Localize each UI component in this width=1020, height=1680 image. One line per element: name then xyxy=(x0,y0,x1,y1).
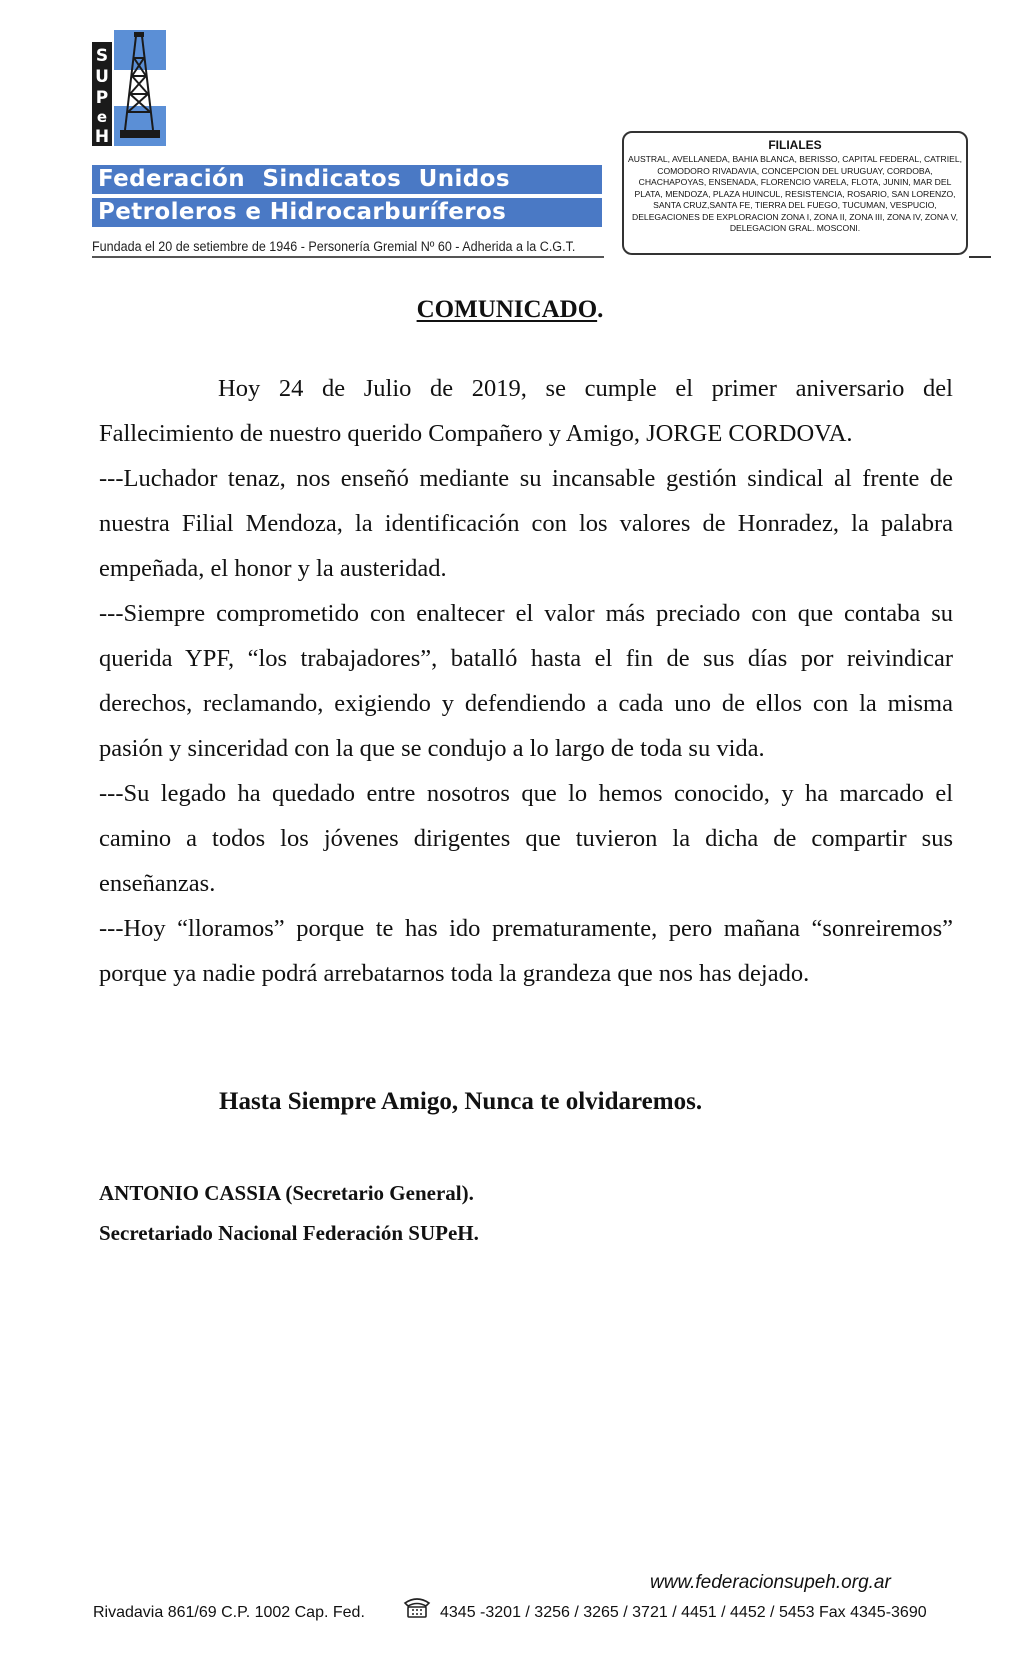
document-title-period: . xyxy=(597,296,604,323)
svg-text:S: S xyxy=(95,46,109,66)
filiales-title: FILIALES xyxy=(768,138,822,152)
filiales-box-rule xyxy=(969,256,991,258)
federation-name-line1: Federación Sindicatos Unidos xyxy=(92,165,602,194)
footer-phones: 4345 -3201 / 3256 / 3265 / 3721 / 4451 / 4452 / 5453 Fax 4345-3690 xyxy=(440,1604,927,1621)
paragraph-2: ---Luchador tenaz, nos enseñó mediante su incansable gestión sindical al frente de nuestra Filial Mendoza, la identificación con los valores de Honradez, la palabra empeñada, el honor y la austeridad. xyxy=(99,465,953,582)
filiales-list: AUSTRAL, AVELLANEDA, BAHIA BLANCA, BERISSO, CAPITAL FEDERAL, CATRIEL, COMODORO RIVADAVIA, CONCEPCION DEL URUGUAY, CORDOBA, CHACHAPOYAS, ENSENADA, FLORENCIO VARELA, FLOTA, JUNIN, MAR DEL PLATA, MENDOZA, PLAZA HUINCUL, RESISTENCIA, ROSARIO, SAN LORENZO, SANTA CRUZ,SANTA FE, TIERRA DEL FUEGO, TUCUMAN, VESPUCIO, DELEGACIONES DE EXPLORACION ZONA I, ZONA II, ZONA III, ZONA IV, ZONA V, DELEGACION GRAL. MOSCONI. xyxy=(628,154,962,233)
paragraph-3: ---Siempre comprometido con enaltecer el valor más preciado con que contaba su querida YPF, “los trabajadores”, batalló hasta el fin de sus días por reivindicar derechos, reclamando, exigiendo y defendiendo a cada uno de ellos con la misma pasión y sinceridad con la que se condujo a lo largo de toda su vida. xyxy=(99,600,953,762)
federation-name-line2: Petroleros e Hidrocarburíferos xyxy=(92,198,602,227)
svg-text:e: e xyxy=(96,108,108,126)
document-body xyxy=(99,366,953,996)
paragraph-1: Hoy 24 de Julio de 2019, se cumple el primer aniversario del Fallecimiento de nuestro querido Compañero y Amigo, JORGE CORDOVA. xyxy=(99,375,953,447)
closing-line: Hasta Siempre Amigo, Nunca te olvidaremos. xyxy=(219,1088,703,1115)
svg-text:H: H xyxy=(94,127,110,146)
telephone-icon xyxy=(402,1595,432,1619)
footer-website: www.federacionsupeh.org.ar xyxy=(650,1572,891,1593)
document-title-text: COMUNICADO xyxy=(416,296,598,323)
supeh-logo xyxy=(92,30,166,146)
document-title xyxy=(0,296,1020,324)
paragraph-5: ---Hoy “lloramos” porque te has ido prematuramente, pero mañana “sonreiremos” porque ya nadie podrá arrebatarnos toda la grandeza que nos has dejado. xyxy=(99,915,953,987)
filiales-box xyxy=(622,131,968,255)
header-rule xyxy=(92,256,604,258)
svg-text:U: U xyxy=(95,67,109,87)
footer-address: Rivadavia 861/69 C.P. 1002 Cap. Fed. xyxy=(93,1604,365,1621)
founded-info: Fundada el 20 de setiembre de 1946 - Personería Gremial Nº 60 - Adherida a la C.G.T. xyxy=(92,239,576,254)
paragraph-4: ---Su legado ha quedado entre nosotros que lo hemos conocido, y ha marcado el camino a todos los jóvenes dirigentes que tuvieron la dicha de compartir sus enseñanzas. xyxy=(99,780,953,897)
signature-organization: Secretariado Nacional Federación SUPeH. xyxy=(99,1221,479,1245)
svg-text:P: P xyxy=(95,88,109,108)
signature-name: ANTONIO CASSIA (Secretario General). xyxy=(99,1181,474,1205)
